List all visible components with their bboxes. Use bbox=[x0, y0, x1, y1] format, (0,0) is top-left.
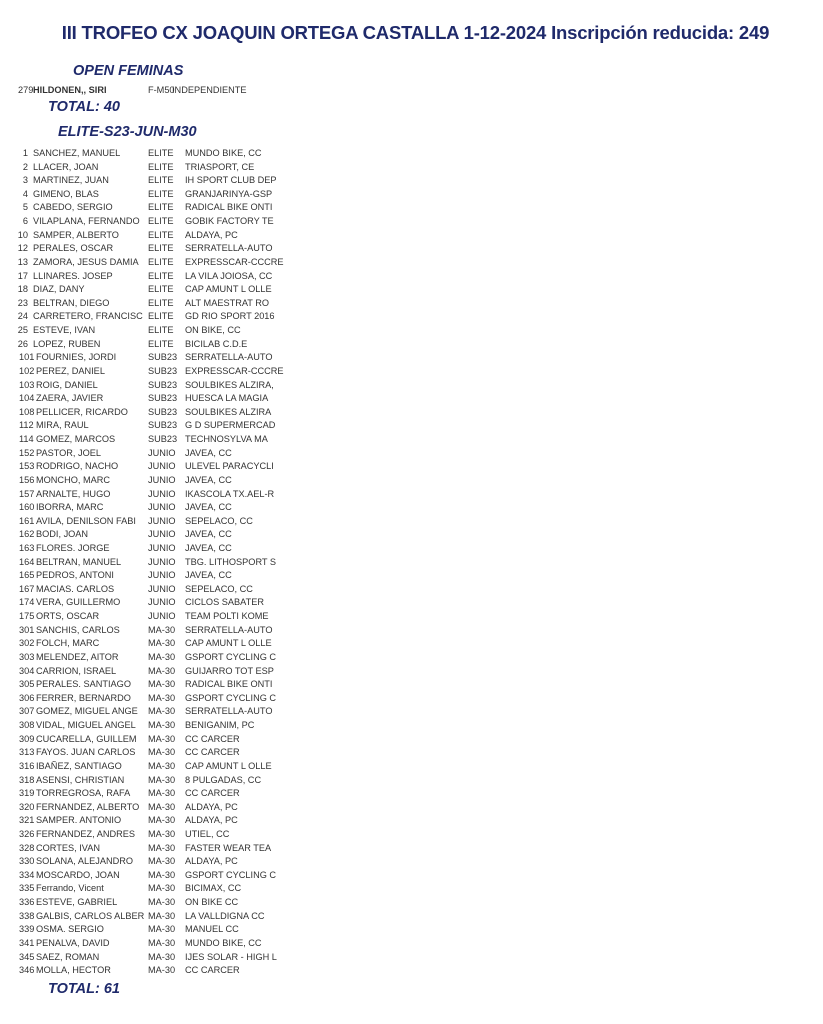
bib-number: 4 bbox=[22, 188, 28, 199]
rider-name: MARTINEZ, JUAN bbox=[33, 175, 109, 186]
rider-club: INDEPENDIENTE bbox=[172, 85, 247, 95]
rider-name: IBAÑEZ, SANTIAGO bbox=[36, 760, 122, 771]
bib-number: 309 bbox=[19, 733, 35, 744]
bib-number: 108 bbox=[19, 406, 35, 417]
rider-club: CC CARCER bbox=[185, 965, 240, 976]
rider-category: F-M50 bbox=[148, 85, 175, 95]
bib-number: 23 bbox=[17, 297, 28, 308]
rider-category: JUNIO bbox=[148, 529, 176, 540]
bib-number: 10 bbox=[17, 229, 28, 240]
rider-club: SERRATELLA-AUTO bbox=[185, 352, 273, 363]
rider-club: FASTER WEAR TEA bbox=[185, 842, 272, 853]
bib-number: 12 bbox=[17, 243, 28, 254]
rider-category: MA-30 bbox=[148, 747, 176, 758]
rider-club: MANUEL CC bbox=[185, 924, 239, 935]
rider-name: MIRA, RAUL bbox=[36, 420, 89, 431]
bib-number: 5 bbox=[22, 202, 28, 213]
rider-category: ELITE bbox=[148, 311, 174, 322]
rider-name: ZAERA, JAVIER bbox=[36, 393, 104, 404]
rider-club: CAP AMUNT L OLLE bbox=[185, 760, 272, 771]
rider-club: JAVEA, CC bbox=[185, 570, 232, 581]
rider-club: ULEVEL PARACYCLI bbox=[185, 461, 274, 472]
rider-name: SAEZ, ROMAN bbox=[36, 951, 100, 962]
rider-name: ORTS, OSCAR bbox=[36, 611, 100, 622]
rider-name: LLINARES. JOSEP bbox=[33, 270, 113, 281]
bib-number: 162 bbox=[19, 529, 35, 540]
bib-number: 330 bbox=[19, 856, 35, 867]
rider-name: GIMENO, BLAS bbox=[33, 188, 99, 199]
rider-category: MA-30 bbox=[148, 706, 176, 717]
bib-number: 302 bbox=[19, 638, 35, 649]
rider-club: 8 PULGADAS, CC bbox=[185, 774, 262, 785]
rider-category: MA-30 bbox=[148, 937, 176, 948]
bib-number: 341 bbox=[19, 937, 35, 948]
bib-number: 114 bbox=[19, 434, 34, 445]
rider-category: ELITE bbox=[148, 202, 174, 213]
rider-name: CARRETERO, FRANCISC bbox=[33, 311, 143, 322]
rider-name: SANCHIS, CARLOS bbox=[36, 624, 120, 635]
rider-category: ELITE bbox=[148, 338, 174, 349]
rider-club: IJES SOLAR - HIGH L bbox=[185, 951, 277, 962]
rider-club: IKASCOLA TX.AEL-R bbox=[185, 488, 275, 499]
rider-category: ELITE bbox=[148, 297, 174, 308]
rider-club: ON BIKE CC bbox=[185, 897, 239, 908]
rider-club: ALT MAESTRAT RO bbox=[185, 297, 270, 308]
rider-category: SUB23 bbox=[148, 406, 178, 417]
rider-club: CICLOS SABATER bbox=[185, 597, 264, 608]
rider-name: CABEDO, SERGIO bbox=[33, 202, 113, 213]
bib-number: 308 bbox=[19, 720, 35, 731]
bib-number: 112 bbox=[19, 420, 34, 431]
rider-category: ELITE bbox=[148, 161, 174, 172]
bib-number: 316 bbox=[19, 760, 35, 771]
rider-category: SUB23 bbox=[148, 393, 178, 404]
bib-number: 152 bbox=[19, 447, 35, 458]
rider-name: FERNANDEZ, ANDRES bbox=[36, 829, 136, 839]
rider-category: MA-30 bbox=[148, 965, 176, 976]
rider-club: SEPELACO, CC bbox=[185, 515, 253, 526]
bib-number: 334 bbox=[19, 869, 35, 880]
rider-category: MA-30 bbox=[148, 665, 176, 676]
rider-category: MA-30 bbox=[148, 815, 176, 826]
rider-name: VILAPLANA, FERNANDO bbox=[33, 216, 140, 227]
rider-category: MA-30 bbox=[148, 897, 176, 908]
rider-club: JAVEA, CC bbox=[185, 502, 232, 513]
rider-category: ELITE bbox=[148, 284, 174, 295]
bib-number: 102 bbox=[19, 365, 35, 376]
rider-category: ELITE bbox=[148, 216, 174, 227]
rider-category: MA-30 bbox=[148, 856, 176, 867]
rider-club: MUNDO BIKE, CC bbox=[185, 937, 262, 948]
rider-category: SUB23 bbox=[148, 379, 178, 390]
category-heading-elite: ELITE-S23-JUN-M30 bbox=[58, 124, 197, 140]
rider-name: DIAZ, DANY bbox=[33, 284, 85, 295]
rider-club: ALDAYA, PC bbox=[185, 856, 238, 867]
rider-club: CAP AMUNT L OLLE bbox=[185, 638, 272, 649]
rider-club: IH SPORT CLUB DEP bbox=[185, 175, 277, 186]
rider-club: SERRATELLA-AUTO bbox=[185, 624, 273, 635]
rider-club: ALDAYA, PC bbox=[185, 801, 238, 812]
rider-club: JAVEA, CC bbox=[185, 447, 232, 458]
rider-name: MOSCARDO, JOAN bbox=[36, 869, 120, 880]
bib-number: 306 bbox=[19, 692, 35, 703]
rider-category: MA-30 bbox=[148, 651, 176, 662]
rider-category: MA-30 bbox=[148, 869, 176, 880]
rider-club: UTIEL, CC bbox=[185, 829, 230, 839]
rider-name: SAMPER. ANTONIO bbox=[36, 815, 122, 826]
rider-category: ELITE bbox=[148, 243, 174, 254]
bib-number: 339 bbox=[19, 924, 35, 935]
rider-name: BODI, JOAN bbox=[36, 529, 89, 540]
rider-name: CARRION, ISRAEL bbox=[36, 665, 117, 676]
rider-name: IBORRA, MARC bbox=[36, 502, 104, 513]
bib-number: 328 bbox=[19, 842, 35, 853]
bib-number: 175 bbox=[19, 611, 35, 622]
rider-category: JUNIO bbox=[148, 611, 176, 622]
rider-club: CC CARCER bbox=[185, 747, 240, 758]
document-title: III TROFEO CX JOAQUIN ORTEGA CASTALLA 1-12-2024 Inscripción reducida: 249 bbox=[61, 22, 770, 43]
rider-name: MACIAS. CARLOS bbox=[36, 583, 115, 594]
total-open-feminas: TOTAL: 40 bbox=[48, 99, 120, 115]
rider-club: JAVEA, CC bbox=[185, 529, 232, 540]
bib-number: 318 bbox=[19, 774, 35, 785]
rider-name: RODRIGO, NACHO bbox=[36, 461, 119, 472]
bib-number: 1 bbox=[22, 148, 28, 158]
category-heading-open-feminas: OPEN FEMINAS bbox=[73, 63, 184, 79]
rider-name: FOURNIES, JORDI bbox=[36, 352, 117, 363]
rider-club: GSPORT CYCLING C bbox=[185, 869, 277, 880]
rider-category: MA-30 bbox=[148, 951, 176, 962]
rider-category: MA-30 bbox=[148, 720, 176, 731]
rider-name: CORTES, IVAN bbox=[36, 842, 100, 853]
rider-name: OSMA. SERGIO bbox=[36, 924, 104, 935]
bib-number: 163 bbox=[19, 542, 35, 553]
rider-category: JUNIO bbox=[148, 597, 176, 608]
bib-number: 326 bbox=[19, 829, 35, 839]
rider-category: MA-30 bbox=[148, 883, 176, 894]
bib-number: 307 bbox=[19, 706, 35, 717]
rider-club: EXPRESSCAR-CCCRE bbox=[185, 365, 284, 376]
rider-category: MA-30 bbox=[148, 733, 176, 744]
rider-club: MUNDO BIKE, CC bbox=[185, 148, 262, 158]
rider-club: TECHNOSYLVA MA bbox=[185, 434, 268, 445]
rider-club: HUESCA LA MAGIA bbox=[185, 393, 269, 404]
rider-category: MA-30 bbox=[148, 774, 176, 785]
rider-category: JUNIO bbox=[148, 447, 176, 458]
rider-category: JUNIO bbox=[148, 570, 176, 581]
rider-club: TEAM POLTI KOME bbox=[185, 611, 269, 622]
total-elite: TOTAL: 61 bbox=[48, 980, 120, 997]
rider-category: JUNIO bbox=[148, 556, 176, 567]
rider-name: MELENDEZ, AITOR bbox=[36, 651, 119, 662]
rider-club: GD RIO SPORT 2016 bbox=[185, 311, 275, 322]
rider-club: GRANJARINYA-GSP bbox=[185, 188, 273, 199]
bib-number: 165 bbox=[19, 570, 35, 581]
rider-name: CUCARELLA, GUILLEM bbox=[36, 733, 137, 744]
rider-club: CAP AMUNT L OLLE bbox=[185, 284, 272, 295]
rider-category: SUB23 bbox=[148, 365, 178, 376]
bib-number: 6 bbox=[22, 216, 28, 227]
rider-category: MA-30 bbox=[148, 760, 176, 771]
rider-club: RADICAL BIKE ONTI bbox=[185, 202, 273, 213]
rider-category: MA-30 bbox=[148, 829, 176, 839]
rider-name: ROIG, DANIEL bbox=[36, 379, 98, 390]
rider-club: SEPELACO, CC bbox=[185, 583, 253, 594]
rider-category: JUNIO bbox=[148, 488, 176, 499]
rider-category: MA-30 bbox=[148, 692, 176, 703]
rider-club: CC CARCER bbox=[185, 788, 240, 799]
rider-name: PEREZ, DANIEL bbox=[36, 365, 105, 376]
rider-category: ELITE bbox=[148, 148, 174, 158]
bib-number: 153 bbox=[19, 461, 35, 472]
rider-name: FOLCH, MARC bbox=[36, 638, 100, 649]
rider-club: JAVEA, CC bbox=[185, 542, 232, 553]
rider-category: JUNIO bbox=[148, 583, 176, 594]
rider-name: TORREGROSA, RAFA bbox=[36, 788, 131, 799]
rider-club: GOBIK FACTORY TE bbox=[185, 216, 274, 227]
rider-club: CC CARCER bbox=[185, 733, 240, 744]
rider-category: ELITE bbox=[148, 270, 174, 281]
bib-number: 3 bbox=[22, 175, 28, 186]
rider-name: FERNANDEZ, ALBERTO bbox=[36, 801, 140, 812]
rider-club: BICILAB C.D.E bbox=[185, 338, 248, 349]
rider-category: MA-30 bbox=[148, 910, 176, 921]
rider-name: MONCHO, MARC bbox=[36, 474, 111, 485]
rider-name: VIDAL, MIGUEL ANGEL bbox=[36, 720, 136, 731]
rider-club: LA VILA JOIOSA, CC bbox=[185, 270, 273, 281]
rider-club: JAVEA, CC bbox=[185, 474, 232, 485]
bib-number: 174 bbox=[19, 597, 35, 608]
rider-name: PELLICER, RICARDO bbox=[36, 406, 128, 417]
rider-club: TRIASPORT, CE bbox=[185, 161, 255, 172]
rider-name: ESTEVE, GABRIEL bbox=[36, 897, 118, 908]
bib-number: 313 bbox=[19, 747, 35, 758]
rider-category: JUNIO bbox=[148, 461, 176, 472]
rider-club: GSPORT CYCLING C bbox=[185, 692, 277, 703]
rider-category: JUNIO bbox=[148, 502, 176, 513]
rider-category: SUB23 bbox=[148, 420, 178, 431]
bib-number: 17 bbox=[17, 270, 28, 281]
rider-club: SOULBIKES ALZIRA bbox=[185, 406, 272, 417]
bib-number: 26 bbox=[17, 338, 28, 349]
rider-category: JUNIO bbox=[148, 542, 176, 553]
bib-number: 320 bbox=[19, 801, 35, 812]
rider-name: AVILA, DENILSON FABI bbox=[36, 515, 136, 526]
rider-category: ELITE bbox=[148, 188, 174, 199]
rider-category: MA-30 bbox=[148, 924, 176, 935]
rider-club: ON BIKE, CC bbox=[185, 325, 241, 336]
rider-category: MA-30 bbox=[148, 788, 176, 799]
bib-number: 346 bbox=[19, 965, 35, 976]
rider-category: JUNIO bbox=[148, 474, 176, 485]
bib-number: 303 bbox=[19, 651, 35, 662]
rider-club: LA VALLDIGNA CC bbox=[185, 910, 265, 921]
rider-club: SERRATELLA-AUTO bbox=[185, 243, 273, 254]
rider-category: MA-30 bbox=[148, 638, 176, 649]
rider-name: SOLANA, ALEJANDRO bbox=[36, 856, 134, 867]
bib-number: 345 bbox=[19, 951, 35, 962]
rider-category: ELITE bbox=[148, 325, 174, 336]
bib-number: 279 bbox=[18, 85, 34, 95]
rider-name: GALBIS, CARLOS ALBER bbox=[36, 910, 145, 921]
rider-club: BICIMAX, CC bbox=[185, 883, 242, 894]
rider-club: ALDAYA, PC bbox=[185, 815, 238, 826]
rider-category: SUB23 bbox=[148, 434, 178, 445]
bib-number: 319 bbox=[19, 788, 35, 799]
rider-club: GSPORT CYCLING C bbox=[185, 651, 277, 662]
rider-category: ELITE bbox=[148, 175, 174, 186]
rider-club: RADICAL BIKE ONTI bbox=[185, 679, 273, 690]
rider-name: FLORES. JORGE bbox=[36, 542, 110, 553]
bib-number: 103 bbox=[19, 379, 35, 390]
rider-club: ALDAYA, PC bbox=[185, 229, 238, 240]
rider-name: GOMEZ, MARCOS bbox=[36, 434, 116, 445]
rider-name: BELTRAN, MANUEL bbox=[36, 556, 122, 567]
bib-number: 167 bbox=[19, 583, 35, 594]
rider-name: SANCHEZ, MANUEL bbox=[33, 148, 121, 158]
rider-name: HILDONEN,, SIRI bbox=[33, 85, 107, 95]
bib-number: 18 bbox=[17, 284, 28, 295]
rider-name: PERALES. SANTIAGO bbox=[36, 679, 131, 690]
bib-number: 157 bbox=[19, 488, 35, 499]
bib-number: 24 bbox=[17, 311, 28, 322]
bib-number: 164 bbox=[19, 556, 35, 567]
rider-club: GUIJARRO TOT ESP bbox=[185, 665, 274, 676]
rider-category: MA-30 bbox=[148, 801, 176, 812]
rider-name: SAMPER, ALBERTO bbox=[33, 229, 119, 240]
rider-club: SOULBIKES ALZIRA, bbox=[185, 379, 274, 390]
bib-number: 25 bbox=[17, 325, 28, 336]
bib-number: 338 bbox=[19, 910, 35, 921]
bib-number: 321 bbox=[19, 815, 35, 826]
rider-category: ELITE bbox=[148, 256, 174, 267]
rider-name: PASTOR, JOEL bbox=[36, 447, 102, 458]
rider-club: BENIGANIM, PC bbox=[185, 720, 255, 731]
rider-club: EXPRESSCAR-CCCRE bbox=[185, 256, 284, 267]
rider-category: SUB23 bbox=[148, 352, 178, 363]
rider-name: MOLLA, HECTOR bbox=[36, 965, 111, 976]
rider-name: PEDROS, ANTONI bbox=[36, 570, 114, 581]
bib-number: 336 bbox=[19, 897, 35, 908]
rider-club: G D SUPERMERCAD bbox=[185, 420, 276, 431]
rider-category: MA-30 bbox=[148, 842, 176, 853]
rider-name: Ferrando, Vicent bbox=[36, 883, 104, 894]
rider-category: MA-30 bbox=[148, 624, 176, 635]
bib-number: 2 bbox=[22, 161, 28, 172]
bib-number: 161 bbox=[19, 515, 35, 526]
rider-name: ASENSI, CHRISTIAN bbox=[36, 774, 125, 785]
bib-number: 104 bbox=[19, 393, 35, 404]
rider-name: LOPEZ, RUBEN bbox=[33, 338, 101, 349]
rider-name: LLACER, JOAN bbox=[33, 161, 99, 172]
rider-name: PENALVA, DAVID bbox=[36, 937, 110, 948]
rider-name: ZAMORA, JESUS DAMIA bbox=[33, 256, 139, 267]
rider-name: PERALES, OSCAR bbox=[33, 243, 114, 254]
bib-number: 301 bbox=[19, 624, 35, 635]
rider-name: GOMEZ, MIGUEL ANGE bbox=[36, 706, 138, 717]
bib-number: 305 bbox=[19, 679, 35, 690]
rider-category: MA-30 bbox=[148, 679, 176, 690]
rider-name: ESTEVE, IVAN bbox=[33, 325, 96, 336]
rider-category: JUNIO bbox=[148, 515, 176, 526]
rider-name: FAYOS. JUAN CARLOS bbox=[36, 747, 136, 758]
bib-number: 13 bbox=[17, 256, 28, 267]
rider-name: VERA, GUILLERMO bbox=[36, 597, 121, 608]
bib-number: 156 bbox=[19, 474, 35, 485]
rider-name: FERRER, BERNARDO bbox=[36, 692, 131, 703]
rider-category: ELITE bbox=[148, 229, 174, 240]
rider-club: TBG. LITHOSPORT S bbox=[185, 556, 277, 567]
bib-number: 160 bbox=[19, 502, 35, 513]
bib-number: 335 bbox=[19, 883, 35, 894]
rider-name: ARNALTE, HUGO bbox=[36, 488, 111, 499]
rider-name: BELTRAN, DIEGO bbox=[33, 297, 110, 308]
bib-number: 101 bbox=[19, 352, 35, 363]
bib-number: 304 bbox=[19, 665, 35, 676]
rider-club: SERRATELLA-AUTO bbox=[185, 706, 273, 717]
